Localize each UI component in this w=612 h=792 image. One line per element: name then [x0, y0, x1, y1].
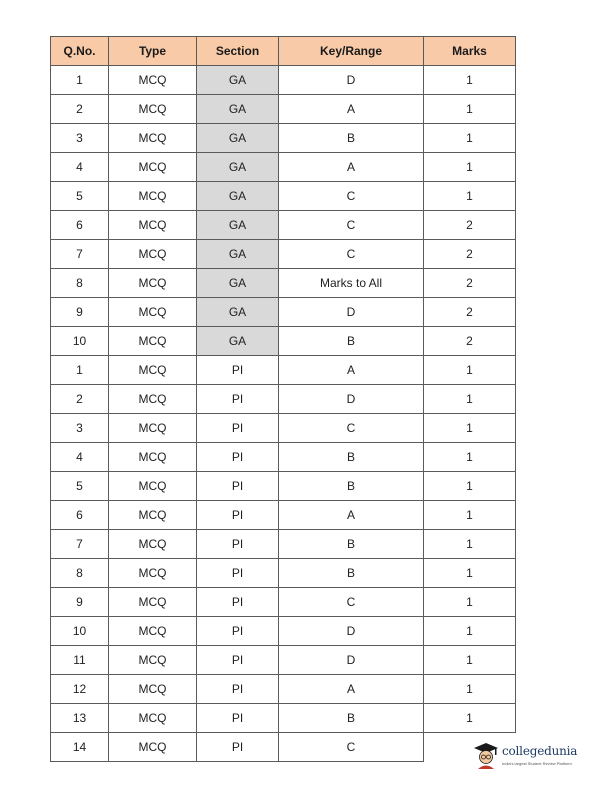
cell-section: PI [197, 588, 279, 617]
cell-key: C [279, 733, 424, 762]
cell-marks: 1 [424, 588, 516, 617]
cell-key: D [279, 385, 424, 414]
cell-key: A [279, 501, 424, 530]
cell-type: MCQ [109, 704, 197, 733]
cell-qno: 8 [51, 269, 109, 298]
cell-key: A [279, 356, 424, 385]
cell-key: B [279, 704, 424, 733]
cell-qno: 5 [51, 182, 109, 211]
table-row [51, 559, 516, 588]
cell-type: MCQ [109, 385, 197, 414]
cell-key: D [279, 66, 424, 95]
cell-marks: 1 [424, 414, 516, 443]
cell-qno: 6 [51, 501, 109, 530]
cell-qno: 2 [51, 95, 109, 124]
cell-section: PI [197, 646, 279, 675]
table-row [51, 617, 516, 646]
cell-type: MCQ [109, 240, 197, 269]
cell-section: PI [197, 530, 279, 559]
cell-section: GA [197, 211, 279, 240]
cell-section: GA [197, 153, 279, 182]
table-row [51, 385, 516, 414]
cell-type: MCQ [109, 269, 197, 298]
cell-key: D [279, 617, 424, 646]
table-row [51, 327, 516, 356]
cell-marks: 1 [424, 124, 516, 153]
cell-section: PI [197, 385, 279, 414]
cell-section: GA [197, 66, 279, 95]
cell-key: B [279, 443, 424, 472]
cell-qno: 4 [51, 153, 109, 182]
cell-section: GA [197, 240, 279, 269]
cell-marks: 2 [424, 298, 516, 327]
cell-qno: 4 [51, 443, 109, 472]
cell-key: C [279, 240, 424, 269]
cell-qno: 3 [51, 414, 109, 443]
table-row [51, 704, 516, 733]
student-graduation-cap-icon [472, 740, 500, 770]
cell-section: GA [197, 182, 279, 211]
cell-section: GA [197, 298, 279, 327]
cell-qno: 7 [51, 530, 109, 559]
cell-marks: 1 [424, 385, 516, 414]
cell-section: PI [197, 443, 279, 472]
cell-type: MCQ [109, 675, 197, 704]
logo-tagline: India's largest Student Review Platform [502, 761, 572, 766]
table-body [51, 66, 516, 762]
cell-qno: 1 [51, 356, 109, 385]
table-row [51, 443, 516, 472]
cell-marks: 1 [424, 704, 516, 733]
cell-marks: 1 [424, 95, 516, 124]
cell-qno: 6 [51, 211, 109, 240]
cell-marks: 1 [424, 501, 516, 530]
table-row [51, 211, 516, 240]
cell-section: PI [197, 733, 279, 762]
cell-type: MCQ [109, 414, 197, 443]
table-header-row [51, 37, 516, 66]
table-row [51, 646, 516, 675]
cell-section: GA [197, 95, 279, 124]
cell-qno: 2 [51, 385, 109, 414]
table-row [51, 472, 516, 501]
cell-qno: 10 [51, 617, 109, 646]
cell-key: B [279, 530, 424, 559]
header-type: Type [109, 37, 197, 66]
cell-section: PI [197, 704, 279, 733]
cell-type: MCQ [109, 472, 197, 501]
cell-key: B [279, 124, 424, 153]
cell-qno: 10 [51, 327, 109, 356]
cell-type: MCQ [109, 501, 197, 530]
table-row [51, 124, 516, 153]
cell-key: C [279, 211, 424, 240]
cell-qno: 5 [51, 472, 109, 501]
cell-type: MCQ [109, 124, 197, 153]
cell-qno: 3 [51, 124, 109, 153]
cell-key: C [279, 182, 424, 211]
table-row [51, 501, 516, 530]
logo-name: collegedunia [502, 744, 578, 758]
cell-marks: 2 [424, 211, 516, 240]
cell-section: PI [197, 472, 279, 501]
cell-key: D [279, 298, 424, 327]
table-row [51, 675, 516, 704]
table-row [51, 298, 516, 327]
cell-marks: 1 [424, 153, 516, 182]
cell-qno: 9 [51, 588, 109, 617]
table-row [51, 733, 516, 762]
cell-marks: 2 [424, 269, 516, 298]
cell-marks: 2 [424, 327, 516, 356]
cell-type: MCQ [109, 211, 197, 240]
header-qno: Q.No. [51, 37, 109, 66]
table-row [51, 240, 516, 269]
cell-key: B [279, 327, 424, 356]
table-row [51, 182, 516, 211]
header-key-range: Key/Range [279, 37, 424, 66]
cell-key: B [279, 472, 424, 501]
cell-qno: 7 [51, 240, 109, 269]
cell-type: MCQ [109, 617, 197, 646]
table-row [51, 269, 516, 298]
cell-section: PI [197, 675, 279, 704]
cell-section: PI [197, 501, 279, 530]
cell-qno: 12 [51, 675, 109, 704]
cell-section: GA [197, 269, 279, 298]
cell-type: MCQ [109, 530, 197, 559]
table-row [51, 153, 516, 182]
cell-key: A [279, 95, 424, 124]
cell-section: GA [197, 124, 279, 153]
table-row [51, 588, 516, 617]
cell-marks: 1 [424, 182, 516, 211]
cell-type: MCQ [109, 298, 197, 327]
cell-key: A [279, 675, 424, 704]
cell-marks: 1 [424, 559, 516, 588]
cell-marks: 1 [424, 356, 516, 385]
cell-qno: 11 [51, 646, 109, 675]
cell-marks: 1 [424, 66, 516, 95]
cell-section: PI [197, 617, 279, 646]
cell-type: MCQ [109, 356, 197, 385]
table-row [51, 414, 516, 443]
table-row [51, 356, 516, 385]
cell-section: GA [197, 327, 279, 356]
cell-section: PI [197, 356, 279, 385]
cell-marks: 2 [424, 240, 516, 269]
cell-type: MCQ [109, 327, 197, 356]
cell-section: PI [197, 414, 279, 443]
cell-qno: 1 [51, 66, 109, 95]
cell-marks: 1 [424, 675, 516, 704]
cell-type: MCQ [109, 646, 197, 675]
cell-type: MCQ [109, 559, 197, 588]
cell-type: MCQ [109, 153, 197, 182]
cell-key: A [279, 153, 424, 182]
header-section: Section [197, 37, 279, 66]
cell-type: MCQ [109, 66, 197, 95]
cell-type: MCQ [109, 733, 197, 762]
cell-key: D [279, 646, 424, 675]
cell-marks: 1 [424, 530, 516, 559]
cell-marks: 1 [424, 443, 516, 472]
table-row [51, 66, 516, 95]
table-row [51, 530, 516, 559]
cell-qno: 8 [51, 559, 109, 588]
table-row [51, 95, 516, 124]
cell-type: MCQ [109, 588, 197, 617]
cell-key: C [279, 414, 424, 443]
collegedunia-logo [470, 738, 600, 778]
cell-qno: 14 [51, 733, 109, 762]
cell-qno: 13 [51, 704, 109, 733]
cell-type: MCQ [109, 95, 197, 124]
cell-section: PI [197, 559, 279, 588]
cell-key: C [279, 588, 424, 617]
header-marks: Marks [424, 37, 516, 66]
cell-type: MCQ [109, 443, 197, 472]
cell-qno: 9 [51, 298, 109, 327]
cell-marks: 1 [424, 646, 516, 675]
answer-key-table [50, 36, 516, 762]
cell-type: MCQ [109, 182, 197, 211]
cell-marks: 1 [424, 472, 516, 501]
cell-key: Marks to All [279, 269, 424, 298]
cell-key: B [279, 559, 424, 588]
cell-marks: 1 [424, 617, 516, 646]
